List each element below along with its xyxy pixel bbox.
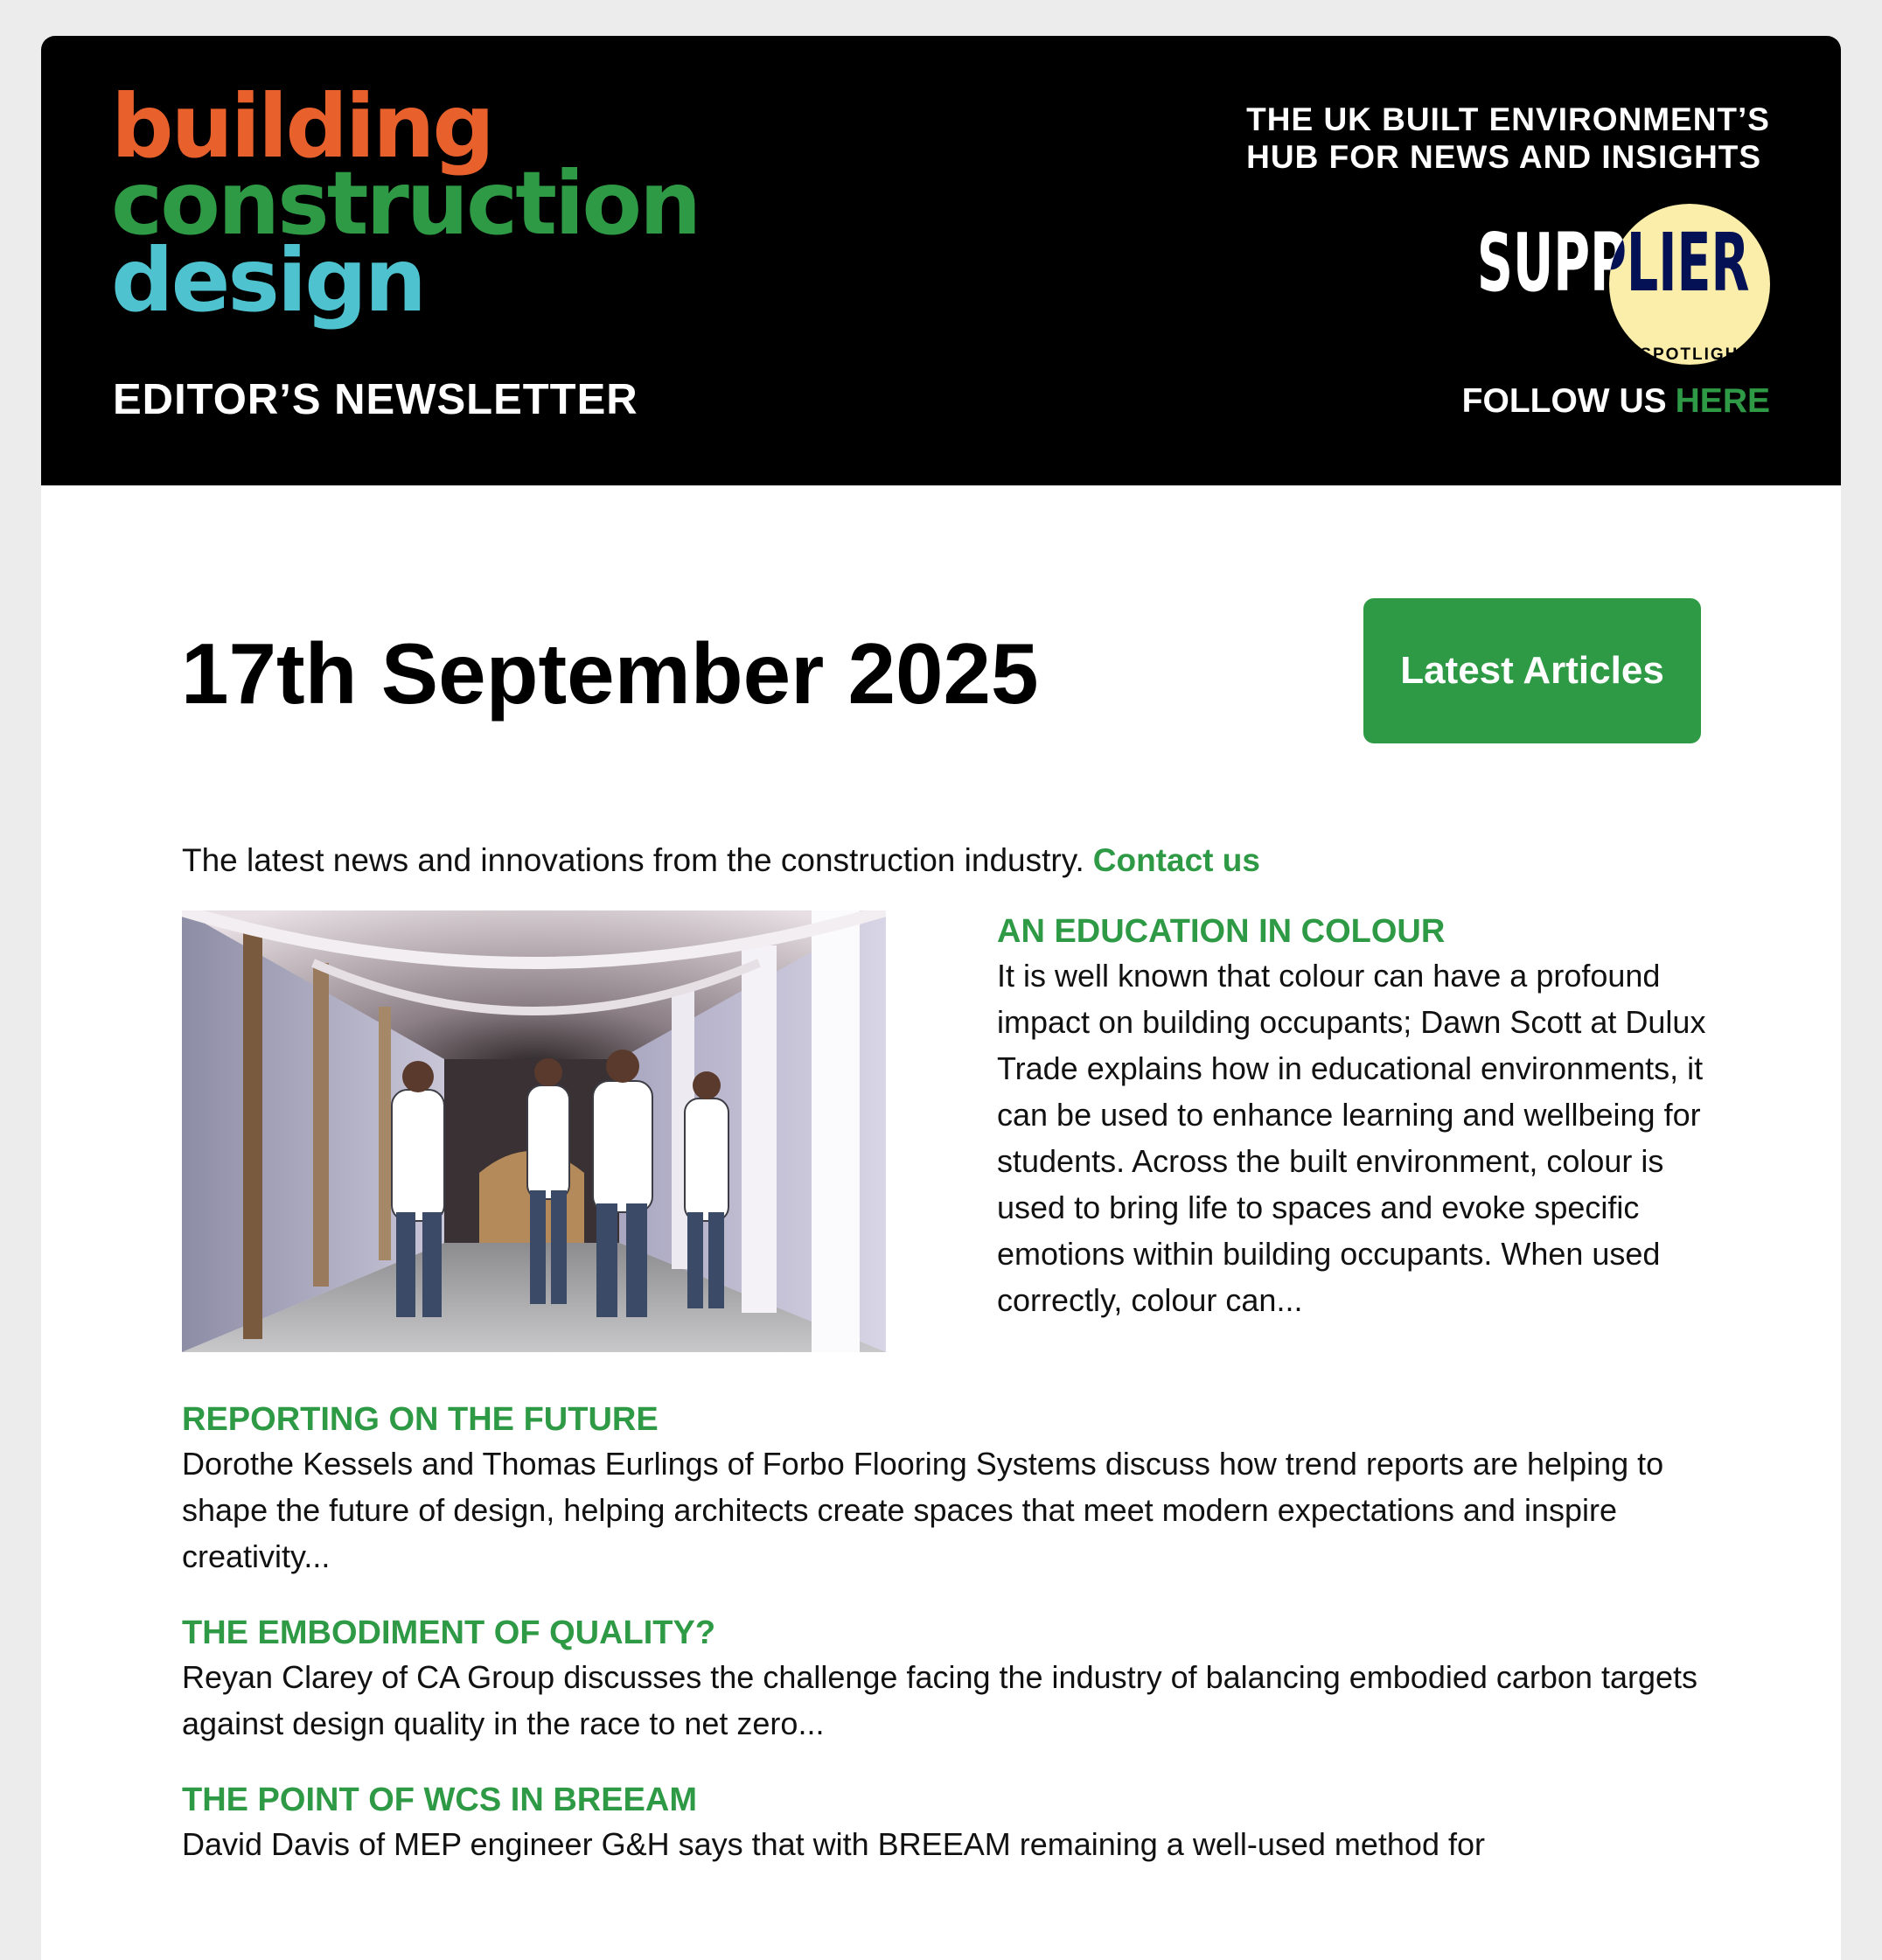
follow-us-text: FOLLOW US	[1461, 382, 1667, 420]
follow-us-link[interactable]: HERE	[1675, 382, 1770, 420]
follow-us	[1462, 382, 1770, 421]
article-body: Reyan Clarey of CA Group discusses the challenge facing the industry of balancing embodied carbon targets against design quality in the race to net zero...	[182, 1659, 1698, 1741]
contact-us-link[interactable]: Contact us	[1092, 842, 1260, 878]
newsletter-card	[41, 36, 1841, 1960]
latest-articles-button[interactable]: Latest Articles	[1363, 598, 1701, 743]
article-item	[182, 1399, 1756, 1580]
students-walking-corridor-photo-icon	[182, 910, 886, 1352]
article-item	[182, 1779, 1756, 1867]
tagline-line-2: HUB FOR NEWS AND INSIGHTS	[1246, 139, 1762, 175]
feature-article-heading[interactable]: AN EDUCATION IN COLOUR	[997, 913, 1446, 950]
article-item	[182, 1612, 1756, 1747]
article-body: David Davis of MEP engineer G&H says that with BREEAM remaining a well-used method for	[182, 1826, 1485, 1862]
feature-image[interactable]	[182, 910, 886, 1352]
spotlight-word: SPOTLIGHT	[1640, 345, 1751, 364]
feature-article-body: It is well known that colour can have a profound impact on building occupants; Dawn Scott at Dulux Trade explains how in educational environments, it can be used to enhance learning and wellbeing for students. Across the built environment, colour is used to bring life to spaces and evoke specific emotions within building occupants. When used correctly, colour can...	[997, 958, 1706, 1318]
newsletter-label: EDITOR’S NEWSLETTER	[113, 376, 638, 423]
site-logo[interactable]	[111, 75, 700, 331]
newsletter-header	[41, 36, 1841, 485]
article-body: Dorothe Kessels and Thomas Eurlings of Forbo Flooring Systems discuss how trend reports are helping to shape the future of design, helping architects create spaces that meet modern expectations and inspire creativity...	[182, 1446, 1664, 1574]
intro-sentence: The latest news and innovations from the construction industry.	[182, 842, 1084, 878]
article-heading[interactable]: REPORTING ON THE FUTURE	[182, 1401, 659, 1438]
page-title: 17th September 2025	[181, 625, 1039, 722]
article-heading[interactable]: THE EMBODIMENT OF QUALITY?	[182, 1615, 716, 1651]
feature-article	[997, 910, 1714, 1323]
intro-text	[182, 842, 1260, 879]
logo-word-building: building	[111, 75, 492, 178]
tagline	[1246, 101, 1770, 176]
supplier-word: SUPPLIER	[1476, 216, 1749, 310]
tagline-line-1: THE UK BUILT ENVIRONMENT’S	[1246, 101, 1770, 137]
logo-word-construction: construction	[111, 152, 700, 255]
supplier-spotlight-logo[interactable]	[1476, 204, 1770, 370]
article-heading[interactable]: THE POINT OF WCS IN BREEAM	[182, 1782, 697, 1818]
logo-word-design: design	[111, 229, 424, 331]
